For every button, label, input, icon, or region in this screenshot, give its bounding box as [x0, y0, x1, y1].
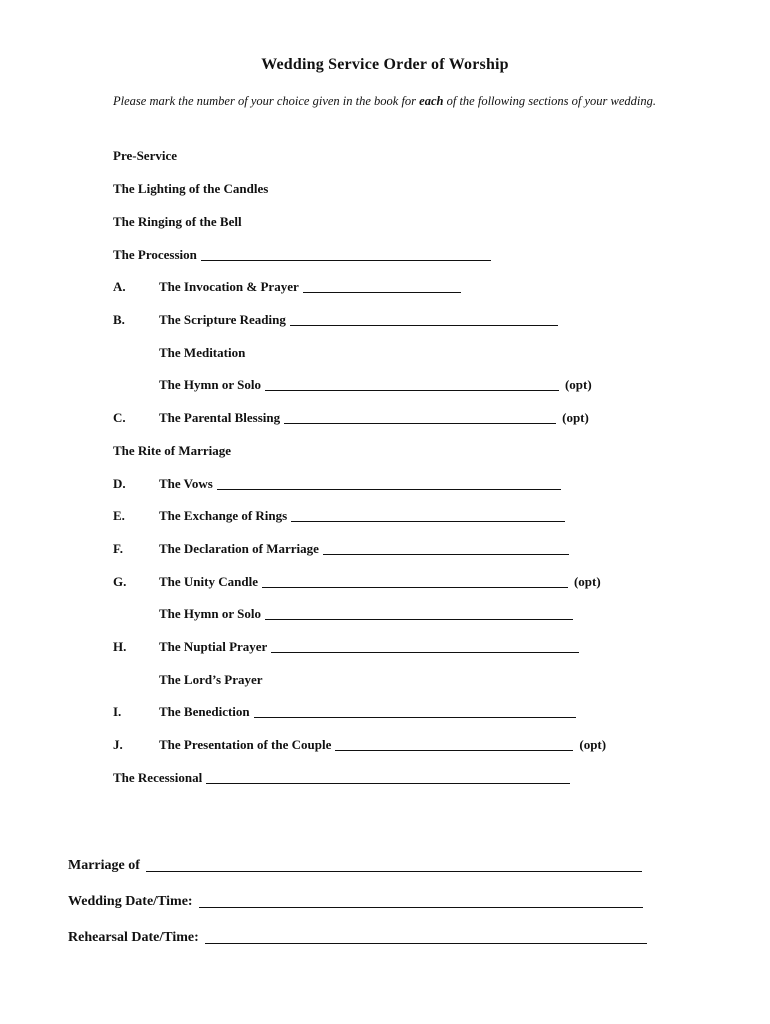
presentation-answer-blank[interactable]: [335, 737, 573, 751]
line-letter: C.: [113, 410, 126, 425]
line-scripture: [113, 310, 558, 328]
line-letter: D.: [113, 476, 126, 491]
line-letter: G.: [113, 574, 127, 589]
line-label: The Unity Candle: [159, 574, 258, 589]
line-exchange-rings: [113, 506, 565, 524]
line-label: The Nuptial Prayer: [159, 639, 268, 654]
hymn-solo-1-answer-blank[interactable]: [265, 377, 559, 391]
optional-marker: (opt): [564, 377, 592, 392]
instructions: [113, 94, 753, 109]
line-letter: F.: [113, 541, 123, 556]
line-label: The Recessional: [113, 770, 203, 785]
line-label: The Benediction: [159, 704, 250, 719]
line-letter: A.: [113, 279, 126, 294]
optional-marker: (opt): [573, 574, 601, 589]
line-meditation: [113, 343, 245, 361]
line-vows: [113, 474, 561, 492]
line-letter: I.: [113, 704, 122, 719]
line-label: The Lord’s Prayer: [159, 672, 263, 687]
line-label: The Lighting of the Candles: [113, 181, 269, 196]
wedding-date-field: [68, 890, 643, 910]
benediction-answer-blank[interactable]: [254, 704, 576, 718]
page-title: Wedding Service Order of Worship: [261, 56, 509, 73]
optional-marker: (opt): [562, 410, 589, 425]
line-label: The Rite of Marriage: [113, 443, 232, 458]
line-declaration: [113, 539, 569, 557]
procession-answer-blank[interactable]: [201, 247, 491, 261]
line-label: The Invocation & Prayer: [159, 279, 299, 294]
instructions-text-end: of the following sections of your wedding.: [443, 94, 656, 108]
line-benediction: [113, 702, 576, 720]
exchange-rings-answer-blank[interactable]: [291, 508, 565, 522]
parental-blessing-answer-blank[interactable]: [284, 410, 556, 424]
rehearsal-date-label: Rehearsal Date/Time:: [68, 930, 199, 945]
line-recessional: [113, 768, 570, 786]
line-rite-of-marriage: [113, 441, 231, 459]
optional-marker: (opt): [579, 737, 607, 752]
line-unity-candle: [113, 572, 601, 590]
line-hymn-solo-1: [113, 375, 592, 393]
line-procession: [113, 245, 491, 263]
line-presentation-couple: [113, 735, 606, 753]
line-label: The Meditation: [159, 345, 246, 360]
line-label: The Exchange of Rings: [159, 508, 288, 523]
line-label: The Scripture Reading: [159, 312, 286, 327]
line-lords-prayer: [113, 670, 263, 688]
wedding-date-blank[interactable]: [199, 893, 643, 908]
line-label: The Presentation of the Couple: [159, 737, 332, 752]
hymn-solo-2-answer-blank[interactable]: [265, 606, 573, 620]
marriage-of-field: [68, 854, 642, 874]
unity-candle-answer-blank[interactable]: [262, 574, 568, 588]
wedding-date-label: Wedding Date/Time:: [68, 894, 193, 909]
line-hymn-solo-2: [113, 604, 573, 622]
instructions-emphasis: each: [419, 94, 444, 108]
rehearsal-date-field: [68, 926, 647, 946]
marriage-of-label: Marriage of: [68, 858, 140, 873]
line-nuptial-prayer: [113, 637, 579, 655]
line-label: The Declaration of Marriage: [159, 541, 319, 556]
line-invocation: [113, 277, 461, 295]
line-letter: H.: [113, 639, 127, 654]
instructions-text-start: Please mark the number of your choice given in the book for: [113, 94, 420, 108]
scripture-answer-blank[interactable]: [290, 312, 558, 326]
vows-answer-blank[interactable]: [217, 476, 561, 490]
recessional-answer-blank[interactable]: [206, 770, 570, 784]
line-label: The Parental Blessing: [159, 410, 281, 425]
line-letter: J.: [113, 737, 123, 752]
rehearsal-date-blank[interactable]: [205, 929, 647, 944]
line-label: The Hymn or Solo: [159, 606, 261, 621]
line-lighting-candles: [113, 179, 268, 197]
line-label: Pre-Service: [113, 148, 177, 163]
marriage-of-blank[interactable]: [146, 857, 642, 872]
nuptial-prayer-answer-blank[interactable]: [271, 639, 579, 653]
line-label: The Procession: [113, 247, 197, 262]
invocation-answer-blank[interactable]: [303, 279, 461, 293]
line-pre-service: [113, 146, 177, 164]
line-parental-blessing: [113, 408, 589, 426]
line-label: The Hymn or Solo: [159, 377, 261, 392]
line-label: The Vows: [159, 476, 213, 491]
line-ringing-bell: [113, 212, 242, 230]
line-letter: B.: [113, 312, 125, 327]
line-label: The Ringing of the Bell: [113, 214, 242, 229]
line-letter: E.: [113, 508, 125, 523]
declaration-answer-blank[interactable]: [323, 541, 569, 555]
